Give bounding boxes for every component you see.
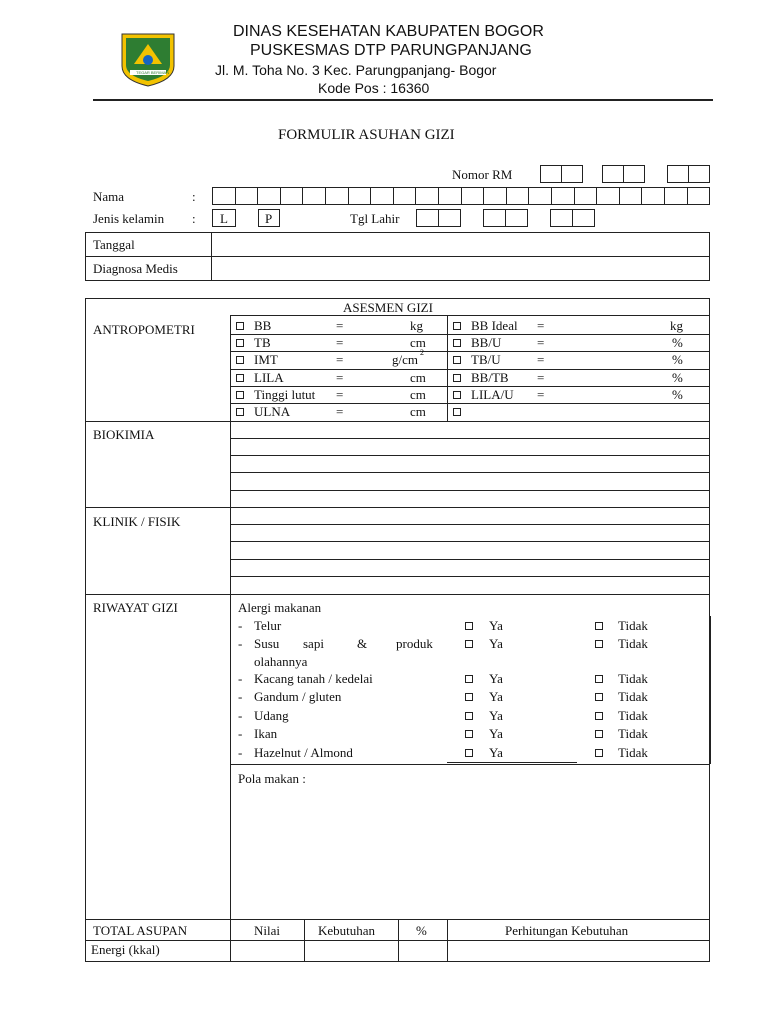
header-postal: Kode Pos : 16360: [318, 80, 430, 96]
energi-label: Energi (kkal): [91, 942, 160, 957]
antro-left-unit-sup: 2: [420, 348, 424, 357]
antro-left-unit: kg: [410, 318, 423, 333]
nama-colon: :: [192, 189, 196, 204]
tidak-checkbox-icon[interactable]: [595, 675, 603, 683]
checkbox-icon[interactable]: [453, 408, 461, 416]
kebutuhan-header: Kebutuhan: [318, 923, 376, 938]
tidak-label: Tidak: [618, 618, 648, 633]
tgl-lahir-label: Tgl Lahir: [350, 211, 400, 226]
klinik-line: [231, 559, 710, 560]
ya-checkbox-icon[interactable]: [465, 730, 473, 738]
perhitungan-header: Perhitungan Kebutuhan: [505, 923, 629, 938]
tgl-lahir-digit-box[interactable]: [416, 209, 439, 227]
alergi-item-udang: Udang: [254, 708, 289, 723]
alergi-item-gandum: Gandum / gluten: [254, 689, 342, 704]
gender-l-label: L: [220, 211, 228, 226]
alergi-item-susu-word-3: &: [357, 636, 368, 651]
alergi-bottom-line: [447, 762, 577, 763]
alergi-item-ikan: Ikan: [254, 726, 278, 741]
diagnosa-label: Diagnosa Medis: [93, 261, 178, 276]
alergi-item-hazelnut: Hazelnut / Almond: [254, 745, 353, 760]
nama-char-box[interactable]: [596, 187, 620, 205]
nama-char-box[interactable]: [370, 187, 394, 205]
nama-char-box[interactable]: [325, 187, 349, 205]
tgl-lahir-digit-box[interactable]: [572, 209, 595, 227]
antro-right-unit: %: [672, 387, 683, 402]
antro-right-unit: %: [672, 370, 683, 385]
klinik-top: [85, 507, 710, 508]
nama-char-box[interactable]: [574, 187, 598, 205]
nama-char-box[interactable]: [641, 187, 665, 205]
biokimia-label: BIOKIMIA: [93, 427, 155, 442]
rm-digit-box[interactable]: [602, 165, 624, 183]
ya-checkbox-icon[interactable]: [465, 640, 473, 648]
tanggal-label: Tanggal: [93, 237, 135, 252]
ya-checkbox-icon[interactable]: [465, 712, 473, 720]
rm-digit-box[interactable]: [561, 165, 583, 183]
ya-label: Ya: [489, 636, 503, 651]
tidak-label: Tidak: [618, 726, 648, 741]
nomor-rm-label: Nomor RM: [452, 167, 513, 182]
tidak-checkbox-icon[interactable]: [595, 712, 603, 720]
antro-left-eq: =: [336, 335, 344, 350]
asesmen-title-divider: [231, 315, 710, 316]
antro-left-label: Tinggi lutut: [254, 387, 316, 402]
checkbox-icon[interactable]: [236, 322, 244, 330]
ya-checkbox-icon[interactable]: [465, 675, 473, 683]
tidak-checkbox-icon[interactable]: [595, 622, 603, 630]
antro-left-eq: =: [336, 352, 344, 367]
alergi-item-dash: -: [238, 671, 243, 686]
tanggal-col-divider: [211, 232, 212, 281]
antro-right-label: LILA/U: [471, 387, 514, 402]
antro-right-label: BB/U: [471, 335, 502, 350]
antro-right-eq: =: [537, 352, 545, 367]
rm-digit-box[interactable]: [623, 165, 645, 183]
riwayat-label: RIWAYAT GIZI: [93, 600, 178, 615]
checkbox-icon[interactable]: [453, 374, 461, 382]
antropometri-col-divider: [447, 316, 448, 421]
checkbox-icon[interactable]: [453, 391, 461, 399]
pola-makan-input[interactable]: [232, 788, 708, 916]
total-asupan-label: TOTAL ASUPAN: [93, 923, 188, 938]
alergi-item-susu-word-5: olahannya: [254, 654, 308, 669]
ya-label: Ya: [489, 726, 503, 741]
checkbox-icon[interactable]: [453, 339, 461, 347]
ya-label: Ya: [489, 745, 503, 760]
pola-top: [231, 764, 710, 765]
nama-char-box[interactable]: [415, 187, 439, 205]
tanggal-input[interactable]: [213, 234, 708, 255]
alergi-item-telur: Telur: [254, 618, 282, 633]
antropometri-row-divider: [231, 403, 710, 404]
antro-left-unit: cm: [410, 404, 426, 419]
antro-right-eq: =: [537, 387, 545, 402]
ya-label: Ya: [489, 618, 503, 633]
alergi-item-susu-word-1: Susu: [254, 636, 280, 651]
nama-char-box[interactable]: [280, 187, 304, 205]
ya-label: Ya: [489, 671, 503, 686]
jenis-kelamin-label: Jenis kelamin: [93, 211, 165, 226]
asupan-col-nilai: [304, 919, 305, 962]
antro-left-label: LILA: [254, 370, 284, 385]
biokimia-top: [85, 421, 710, 422]
antro-left-eq: =: [336, 387, 344, 402]
nama-char-box[interactable]: [664, 187, 688, 205]
nama-char-box[interactable]: [483, 187, 507, 205]
nama-char-box[interactable]: [393, 187, 417, 205]
antro-left-eq: =: [336, 318, 344, 333]
nama-char-box[interactable]: [212, 187, 236, 205]
nama-label: Nama: [93, 189, 125, 204]
alergi-item-dash: -: [238, 689, 243, 704]
nama-char-box[interactable]: [461, 187, 485, 205]
klinik-line: [231, 524, 710, 525]
nama-char-box[interactable]: [687, 187, 711, 205]
alergi-item-dash: -: [238, 726, 243, 741]
gender-p-box[interactable]: [258, 209, 280, 227]
tidak-label: Tidak: [618, 745, 648, 760]
antro-right-eq: =: [537, 370, 545, 385]
tidak-checkbox-icon[interactable]: [595, 693, 603, 701]
biokimia-line: [231, 455, 710, 456]
antro-left-label: IMT: [254, 352, 278, 367]
antro-left-eq: =: [336, 370, 344, 385]
tidak-checkbox-icon[interactable]: [595, 730, 603, 738]
gender-l-box[interactable]: [212, 209, 236, 227]
nama-char-box[interactable]: [257, 187, 281, 205]
antro-right-eq: =: [537, 335, 545, 350]
header-address: Jl. M. Toha No. 3 Kec. Parungpanjang- Bogor: [215, 62, 497, 78]
jenis-kelamin-colon: :: [192, 211, 196, 226]
alergi-item-dash: -: [238, 745, 243, 760]
logo-text: TEGAR BERIMAN: [136, 70, 170, 75]
nama-char-box[interactable]: [438, 187, 462, 205]
regency-emblem-icon: [120, 30, 176, 88]
antro-left-label: BB: [254, 318, 272, 333]
alergi-item-dash: -: [238, 708, 243, 723]
gender-p-label: P: [265, 211, 273, 226]
form-title: FORMULIR ASUHAN GIZI: [278, 127, 455, 143]
antro-right-label: BB/TB: [471, 370, 509, 385]
nama-char-box[interactable]: [348, 187, 372, 205]
alergi-label: Alergi makanan: [238, 600, 322, 615]
alergi-item-susu-word-4: produk: [396, 636, 433, 651]
ya-label: Ya: [489, 708, 503, 723]
ya-label: Ya: [489, 689, 503, 704]
pola-makan-label: Pola makan :: [238, 771, 306, 786]
checkbox-icon[interactable]: [453, 322, 461, 330]
checkbox-icon[interactable]: [236, 374, 244, 382]
tanggal-divider: [85, 256, 710, 257]
asesmen-title: ASESMEN GIZI: [343, 300, 433, 315]
nilai-header: Nilai: [254, 923, 280, 938]
checkbox-icon[interactable]: [236, 356, 244, 364]
antro-left-eq: =: [336, 404, 344, 419]
tidak-checkbox-icon[interactable]: [595, 640, 603, 648]
tidak-label: Tidak: [618, 636, 648, 651]
antropometri-label: ANTROPOMETRI: [93, 322, 195, 337]
ya-checkbox-icon[interactable]: [465, 622, 473, 630]
alergi-item-dash: -: [238, 636, 243, 651]
klinik-label: KLINIK / FISIK: [93, 514, 181, 529]
tgl-lahir-digit-box[interactable]: [483, 209, 506, 227]
antro-right-label: TB/U: [471, 352, 501, 367]
alergi-right-border: [710, 616, 711, 764]
biokimia-line: [231, 438, 710, 439]
tidak-checkbox-icon[interactable]: [595, 749, 603, 757]
logo: [120, 30, 176, 88]
percent-header: %: [416, 923, 427, 938]
antro-right-unit: kg: [670, 318, 683, 333]
alergi-item-susu-word-2: sapi: [303, 636, 324, 651]
header-rule: [93, 99, 713, 101]
ya-checkbox-icon[interactable]: [465, 693, 473, 701]
rm-digit-box[interactable]: [688, 165, 710, 183]
nama-char-box[interactable]: [551, 187, 575, 205]
biokimia-line: [231, 490, 710, 491]
asesmen-label-col: [230, 315, 231, 962]
antro-left-unit: cm: [410, 370, 426, 385]
tgl-lahir-digit-box[interactable]: [505, 209, 528, 227]
asupan-col-kebutuhan: [398, 919, 399, 962]
riwayat-top: [85, 594, 710, 595]
checkbox-icon[interactable]: [236, 408, 244, 416]
tgl-lahir-digit-box[interactable]: [550, 209, 573, 227]
klinik-line: [231, 541, 710, 542]
antro-right-eq: =: [537, 318, 545, 333]
nama-char-box[interactable]: [506, 187, 530, 205]
klinik-line: [231, 576, 710, 577]
asupan-col-percent: [447, 919, 448, 962]
tidak-label: Tidak: [618, 708, 648, 723]
rm-digit-box[interactable]: [667, 165, 689, 183]
tgl-lahir-digit-box[interactable]: [438, 209, 461, 227]
antro-left-label: ULNA: [254, 404, 291, 419]
antro-left-unit: cm: [410, 387, 426, 402]
nama-char-box[interactable]: [302, 187, 326, 205]
alergi-item-dash: -: [238, 618, 243, 633]
alergi-item-kacang: Kacang tanah / kedelai: [254, 671, 373, 686]
antro-left-unit: g/cm: [392, 352, 418, 367]
nama-char-box[interactable]: [528, 187, 552, 205]
antro-right-unit: %: [672, 352, 683, 367]
tidak-label: Tidak: [618, 689, 648, 704]
checkbox-icon[interactable]: [236, 391, 244, 399]
ya-checkbox-icon[interactable]: [465, 749, 473, 757]
checkbox-icon[interactable]: [236, 339, 244, 347]
antro-left-unit: cm: [410, 335, 426, 350]
checkbox-icon[interactable]: [453, 356, 461, 364]
nama-char-box[interactable]: [235, 187, 259, 205]
header-agency: DINAS KESEHATAN KABUPATEN BOGOR: [233, 23, 544, 40]
diagnosa-input[interactable]: [213, 258, 708, 279]
antro-right-label: BB Ideal: [471, 318, 518, 333]
antro-left-label: TB: [254, 335, 271, 350]
antro-right-unit: %: [672, 335, 683, 350]
tidak-label: Tidak: [618, 671, 648, 686]
nama-char-box[interactable]: [619, 187, 643, 205]
header-puskesmas: PUSKESMAS DTP PARUNGPANJANG: [250, 42, 532, 59]
rm-digit-box[interactable]: [540, 165, 562, 183]
biokimia-line: [231, 472, 710, 473]
